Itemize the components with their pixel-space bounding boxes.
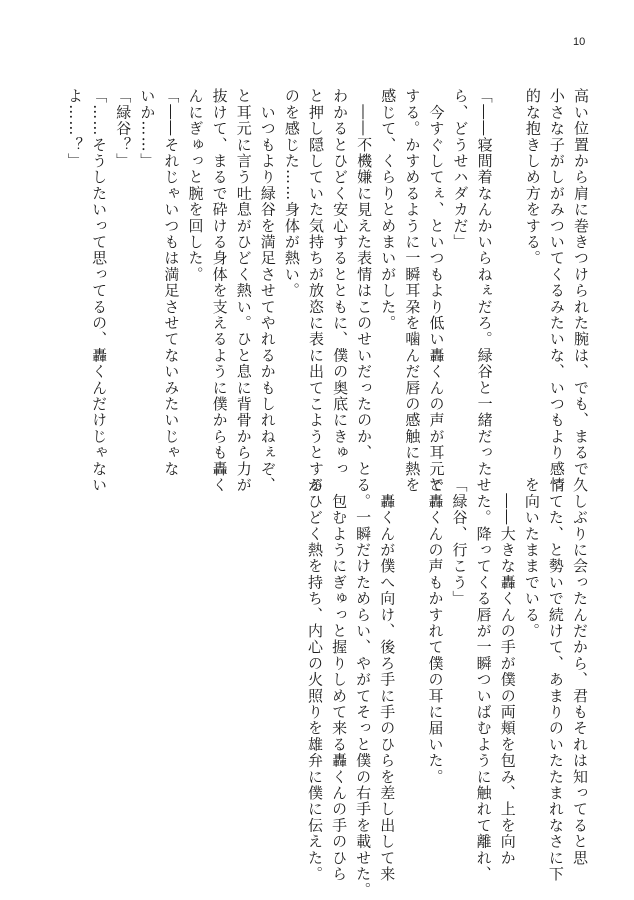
- text-line: んにぎゅっと腕を回した。: [186, 88, 205, 283]
- text-line: 久しぶりに会ったんだから、君もそれは知ってると思: [571, 477, 589, 866]
- text-line: 「緑谷、行こう」: [450, 477, 469, 607]
- page-number: 10: [573, 36, 586, 48]
- text-line: いか……」: [138, 88, 157, 169]
- text-line: いつもより緑谷を満足させてやれるかもしれねぇぞ、: [258, 88, 277, 493]
- text-line: を向いたままでいる。: [522, 477, 541, 639]
- text-line: せた。降ってくる唇が一瞬ついばむように触れて離れ、: [474, 477, 493, 882]
- text-line: 轟くんが僕へ向け、後ろ手に手のひらを差し出して来: [378, 477, 397, 882]
- text-line: ってた、と勢いで続けて、あまりのいたたまれなさに下: [546, 477, 565, 882]
- text-line: 「――寝間着なんかいらねぇだろ。緑谷と一緒だった: [475, 88, 494, 477]
- text-line: 包むようにぎゅっと握りしめて来る轟くんの手のひら: [330, 477, 349, 882]
- text-line: 「……そうしたいって思ってるの、轟くんだけじゃない: [90, 88, 109, 493]
- text-line: 的な抱きしめ方をする。: [523, 88, 542, 267]
- lower-text-block: [303, 477, 592, 899]
- text-line: ――大きな轟くんの手が僕の両頬を包み、上を向か: [498, 477, 517, 866]
- text-line: 抜けて、まるで砕ける身体を支えるように僕からも轟く: [210, 88, 229, 493]
- text-line: 「緑谷？」: [114, 88, 133, 169]
- text-line: よ……？」: [66, 88, 85, 169]
- text-line: ら、どうせハダカだ」: [451, 88, 470, 250]
- upper-text-block: [63, 88, 593, 493]
- text-line: する。かすめるように一瞬耳朶を噛んだ唇の感触に熱を: [403, 88, 422, 493]
- text-line: と押し隠していた気持ちが放恣に表に出てこようとする: [306, 88, 325, 493]
- text-line: [497, 88, 521, 468]
- text-line: わかるとひどく安心するとともに、僕の奥底にきゅっ: [331, 88, 350, 477]
- text-line: 今すぐしてぇ、といつもより低い轟くんの声が耳元で: [427, 88, 446, 493]
- text-line: [399, 477, 423, 832]
- text-line: 小さな子がしがみついてくるみたいな、いつもより感情: [547, 88, 566, 493]
- text-line: る。一瞬だけためらい、やがてそっと僕の右手を載せた。: [354, 477, 373, 899]
- text-line: がひどく熱を持ち、内心の火照りを雄弁に僕に伝えた。: [305, 477, 324, 882]
- text-line: のを感じた……身体が熱い。: [282, 88, 301, 299]
- text-line: 感じて、くらりとめまいがした。: [379, 88, 398, 331]
- text-line: 高い位置から肩に巻きつけられた腕は、でも、まるで: [572, 88, 590, 477]
- text-line: と轟くんの声もかすれて僕の耳に届いた。: [426, 477, 445, 785]
- text-line: と耳元に言う吐息がひどく熱い。ひと息に背骨から力が: [234, 88, 253, 493]
- text-line: ――不機嫌に見えた表情はこのせいだったのか、と: [355, 88, 374, 477]
- text-line: 「――それじゃいつもは満足させてないみたいじゃな: [162, 88, 181, 477]
